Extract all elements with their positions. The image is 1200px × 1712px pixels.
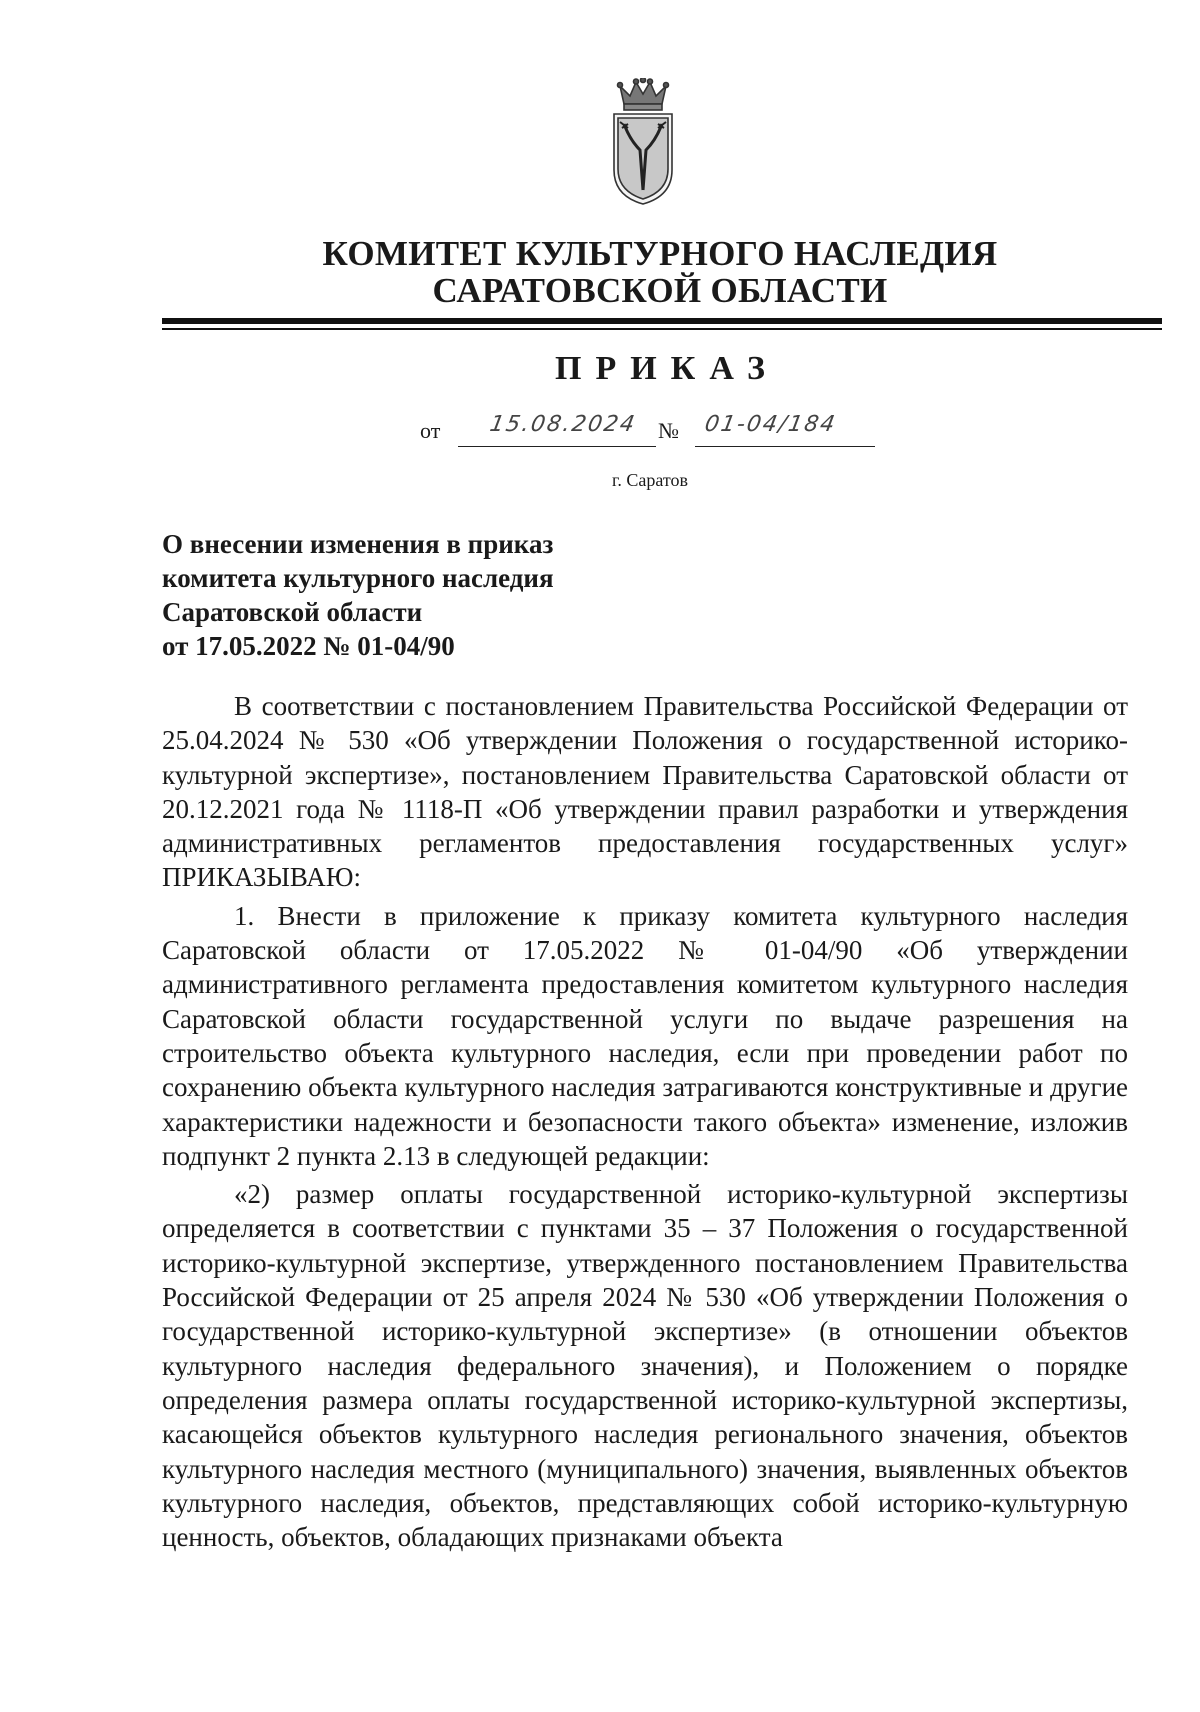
- body-paragraph-new-wording: «2) размер оплаты государственной историко-культурной экспертизы определяется в соответствии с пунктами 35 – 37 Положения о государственной историко-культурной экспертизе, утвержденного постановлением Правительства Российской Федерации от 25 апреля 2024 № 530 «Об утверждении Положения о государственной историко-культурной экспертизе» (в отношении объектов культурного наследия федерального значения), и Положением о порядке определения размера оплаты государственной историко-культурной экспертизы, касающейся объектов культурного наследия регионального значения, объектов культурного наследия местного (муниципального) значения, выявленных объектов культурного наследия, объектов, представляющих собой историко-культурную ценность, объектов, обладающих признаками объекта: [162, 1179, 1128, 1553]
- handwritten-number: 01-04/184: [702, 412, 839, 437]
- number-label: №: [658, 418, 679, 443]
- subject-line: от 17.05.2022 № 01-04/90: [162, 631, 455, 661]
- subject-line: комитета культурного наследия: [162, 563, 554, 593]
- body-paragraph-item1: 1. Внести в приложение к приказу комитета культурного наследия Саратовской области от 17.05.2022 № 01-04/90 «Об утверждении административного регламента предоставления комитетом культурного наследия Саратовской области государственной услуги по выдаче разрешения на строительство объекта культурного наследия, если при проведении работ по сохранению объекта культурного наследия затрагиваются конструктивные и другие характеристики надежности и безопасности такого объекта» изменение, изложив подпункт 2 пункта 2.13 в следующей редакции:: [162, 900, 1128, 1171]
- handwritten-date: 15.08.2024: [487, 412, 639, 437]
- date-label: от: [420, 418, 441, 443]
- order-date-number-row: [0, 410, 1200, 450]
- organization-name-line1: КОМИТЕТ КУЛЬТУРНОГО НАСЛЕДИЯ: [322, 234, 998, 273]
- order-body: [162, 689, 1128, 1558]
- date-underline: [458, 446, 656, 447]
- header-rule-thick: [162, 318, 1162, 324]
- subject-line: Саратовской области: [162, 597, 423, 627]
- number-underline: [695, 446, 875, 447]
- header-rule-thin: [162, 328, 1162, 330]
- body-paragraph-preamble: В соответствии с постановлением Правительства Российской Федерации от 25.04.2024 № 530 «Об утверждении Положения о государственной историко-культурной экспертизе», постановлением Правительства Саратовской области от 20.12.2021 года № 1118-П «Об утверждении правил разработки и утверждения административных регламентов предоставления государственных услуг» ПРИКАЗЫВАЮ:: [162, 691, 1128, 893]
- city-name: г. Саратов: [612, 470, 688, 490]
- order-subject: [162, 527, 554, 663]
- subject-line: О внесении изменения в приказ: [162, 529, 554, 559]
- organization-name-line2: САРАТОВСКОЙ ОБЛАСТИ: [432, 271, 888, 310]
- saratov-coat-of-arms-icon: [610, 78, 676, 206]
- document-type-title: ПРИКАЗ: [555, 350, 779, 387]
